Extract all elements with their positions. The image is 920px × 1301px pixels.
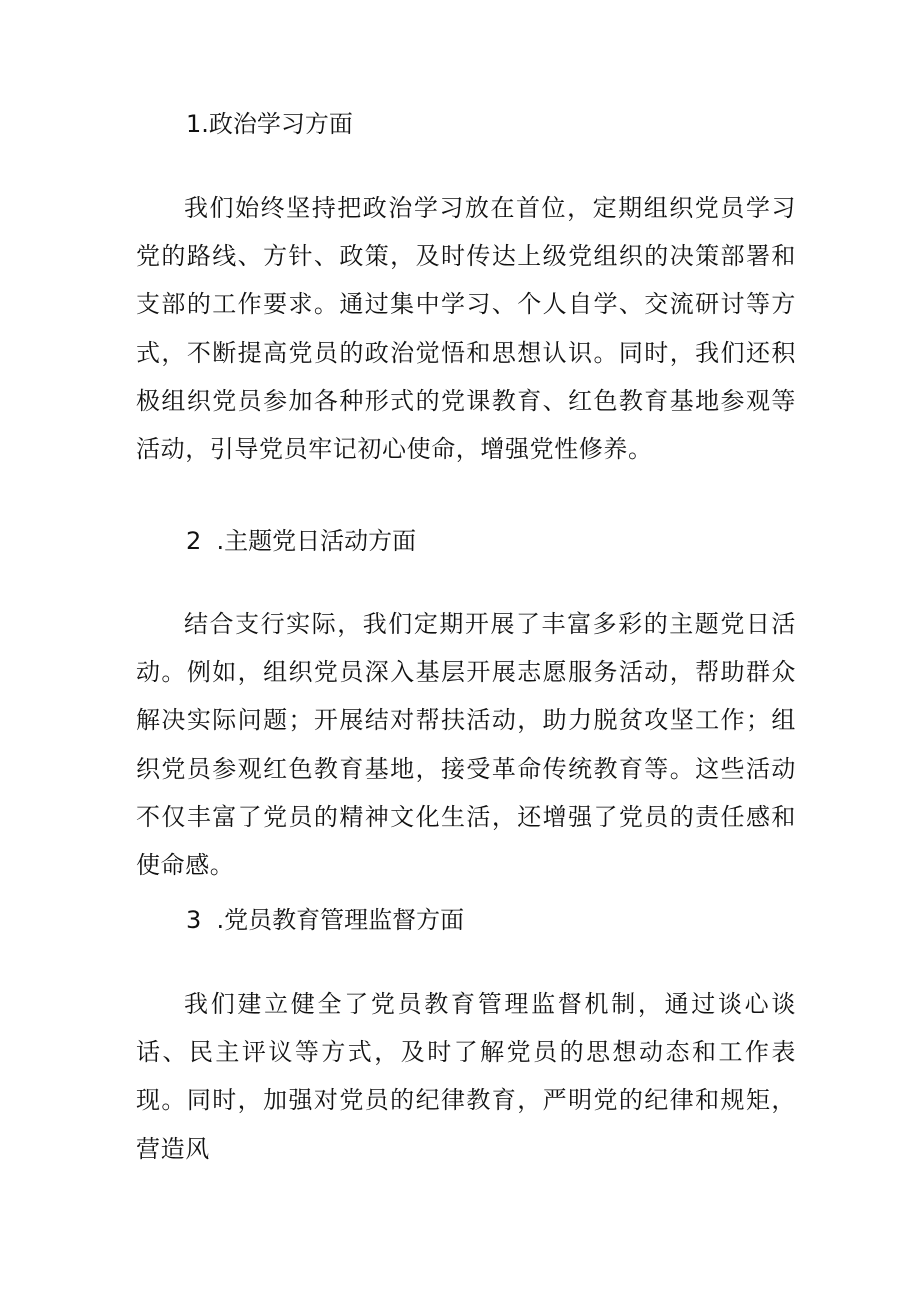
section-paragraph-party-day-activities: 结合支行实际，我们定期开展了丰富多彩的主题党日活动。例如，组织党员深入基层开展志愿服务活动，帮助群众解决实际问题；开展结对帮扶活动，助力脱贫攻坚工作；组织党员参观红色教育基地，接受革命传统教育等。这些活动不仅丰富了党员的精神文化生活，还增强了党员的责任感和使命感。 [136, 610, 796, 880]
section-heading-member-supervision: 3 .党员教育管理监督方面 [186, 906, 465, 934]
section-heading-political-study: 1.政治学习方面 [186, 110, 353, 138]
section-paragraph-member-supervision: 我们建立健全了党员教育管理监督机制，通过谈心谈话、民主评议等方式，及时了解党员的思想动态和工作表现。同时，加强对党员的纪律教育，严明党的纪律和规矩，营造风 [136, 990, 796, 1163]
section-paragraph-political-study: 我们始终坚持把政治学习放在首位，定期组织党员学习党的路线、方针、政策，及时传达上级党组织的决策部署和支部的工作要求。通过集中学习、个人自学、交流研讨等方式，不断提高党员的政治觉悟和思想认识。同时，我们还积极组织党员参加各种形式的党课教育、红色教育基地参观等活动，引导党员牢记初心使命，增强党性修养。 [136, 194, 796, 464]
section-heading-party-day-activities: 2 .主题党日活动方面 [186, 527, 417, 555]
